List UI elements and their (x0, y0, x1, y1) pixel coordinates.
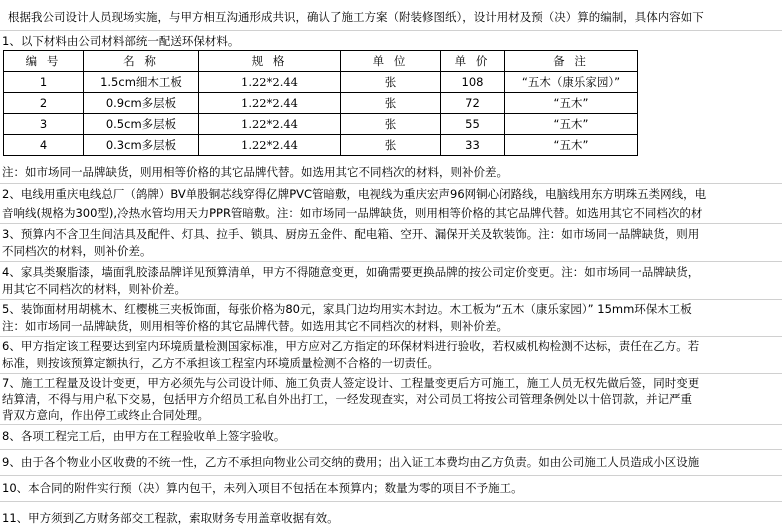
clause-7-line-1: 7、施工工程量及设计变更，甲方必须先与公司设计师、施工负责人签定设计、工程量变更后方可施工，施工人员无权先做后签，同时变更 (2, 376, 700, 390)
header-unit: 单 位 (341, 51, 441, 72)
row-divider (0, 299, 782, 300)
cell-price: 33 (441, 135, 505, 156)
row-divider (0, 424, 782, 425)
materials-table (3, 50, 638, 156)
clause-10-line: 10、本合同的附件实行预（决）算内包干，未列入项目不包括在本预算内；数量为零的项目不予施工。 (2, 481, 523, 495)
clause-2-line-1: 2、电线用重庆电线总厂（鸽牌）BV单股铜芯线穿得亿牌PVC管暗敷，电视线为重庆宏声96网铜心闭路线，电脑线用东方明珠五类网线，电 (2, 187, 707, 201)
cell-remark: “五木（康乐家园）” (505, 72, 638, 93)
cell-unit: 张 (341, 72, 441, 93)
table-row (4, 93, 638, 114)
cell-name: 0.5cm多层板 (84, 114, 199, 135)
cell-unit: 张 (341, 114, 441, 135)
clause-3-line-1: 3、预算内不含卫生间洁具及配件、灯具、拉手、锁具、厨房五金件、配电箱、空开、漏保开关及软装饰。注：如市场同一品牌缺货，则用 (2, 227, 700, 241)
section-1-title: 1、以下材料由公司材料部统一配送环保材料。 (2, 34, 240, 48)
header-price: 单 价 (441, 51, 505, 72)
cell-remark: “五木” (505, 114, 638, 135)
clause-4-line-1: 4、家具类聚脂漆，墙面乳胶漆品牌详见预算清单，甲方不得随意变更，如确需要更换品牌的按公司定价变更。注：如市场同一品牌缺货， (2, 265, 700, 279)
header-spec: 规 格 (199, 51, 341, 72)
clause-5-line-1: 5、装饰面材用胡桃木、红樱桃三夹板饰面，每张价格为80元，家具门边均用实木封边。木工板为“五木（康乐家园）” 15mm环保木工板 (2, 302, 692, 316)
cell-number: 1 (4, 72, 84, 93)
cell-name: 0.3cm多层板 (84, 135, 199, 156)
cell-spec: 1.22*2.44 (199, 114, 341, 135)
cell-price: 108 (441, 72, 505, 93)
clause-2-line-2: 音响线(规格为300型),冷热水管均用天力PPR管暗敷。注：如市场同一品牌缺货，则用相等价格的其它品牌代替。如选用其它不同档次的材 (2, 206, 703, 220)
cell-remark: “五木” (505, 93, 638, 114)
cell-name: 1.5cm细木工板 (84, 72, 199, 93)
cell-spec: 1.22*2.44 (199, 135, 341, 156)
clause-11-line: 11、甲方须到乙方财务部交工程款，索取财务专用盖章收据有效。 (2, 511, 339, 525)
cell-price: 72 (441, 93, 505, 114)
row-divider (0, 183, 782, 184)
row-divider (0, 261, 782, 262)
clause-6-line-1: 6、甲方指定该工程要达到室内环境质量检测国家标准，甲方应对乙方指定的环保材料进行验收，若权威机构检测不达标，责任在乙方。若 (2, 339, 700, 353)
clause-7-line-2: 结算清，不得与用户私下交易，包括甲方介绍员工私自外出打工，一经发现查实，对公司员工将按公司管理条例处以十倍罚款，并记严重 (2, 392, 692, 406)
cell-number: 3 (4, 114, 84, 135)
cell-number: 4 (4, 135, 84, 156)
row-divider (0, 373, 782, 374)
table-row (4, 135, 638, 156)
header-name: 名 称 (84, 51, 199, 72)
table-row (4, 114, 638, 135)
cell-spec: 1.22*2.44 (199, 93, 341, 114)
header-remark: 备 注 (505, 51, 638, 72)
row-divider (0, 336, 782, 337)
cell-unit: 张 (341, 93, 441, 114)
header-number: 编 号 (4, 51, 84, 72)
row-divider (0, 30, 782, 31)
row-divider (0, 223, 782, 224)
clause-3-line-2: 不同档次的材料，则补价差。 (2, 244, 152, 258)
row-divider (0, 475, 782, 476)
cell-remark: “五木” (505, 135, 638, 156)
table-header-row (4, 51, 638, 72)
cell-number: 2 (4, 93, 84, 114)
note-line: 注：如市场同一品牌缺货，则用相等价格的其它品牌代替。如选用其它不同档次的材料，则补价差。 (2, 165, 508, 179)
cell-name: 0.9cm多层板 (84, 93, 199, 114)
clause-8-line: 8、各项工程完工后，由甲方在工程验收单上签字验收。 (2, 429, 286, 443)
row-divider (0, 449, 782, 450)
clause-4-line-2: 用其它不同档次的材料，则补价差。 (2, 282, 186, 296)
clause-7-line-3: 背双方意向，作出停工或终止合同处理。 (2, 408, 209, 422)
table-row (4, 72, 638, 93)
clause-9-line: 9、由于各个物业小区收费的不统一性，乙方不承担向物业公司交纳的费用；出入证工本费均由乙方负责。如由公司施工人员造成小区设施 (2, 455, 700, 469)
row-divider (0, 501, 782, 502)
cell-unit: 张 (341, 135, 441, 156)
cell-price: 55 (441, 114, 505, 135)
clause-6-line-2: 标准，则按该预算定额执行，乙方不承担该工程室内环境质量检测不合格的一切责任。 (2, 356, 439, 370)
cell-spec: 1.22*2.44 (199, 72, 341, 93)
intro-text: 根据我公司设计人员现场实施，与甲方相互沟通形成共识，确认了施工方案（附装修图纸），设计用材及预（决）算的编制，具体内容如下 (8, 10, 704, 24)
clause-5-line-2: 注：如市场同一品牌缺货，则用相等价格的其它品牌代替。如选用其它不同档次的材料，则补价差。 (2, 319, 508, 333)
